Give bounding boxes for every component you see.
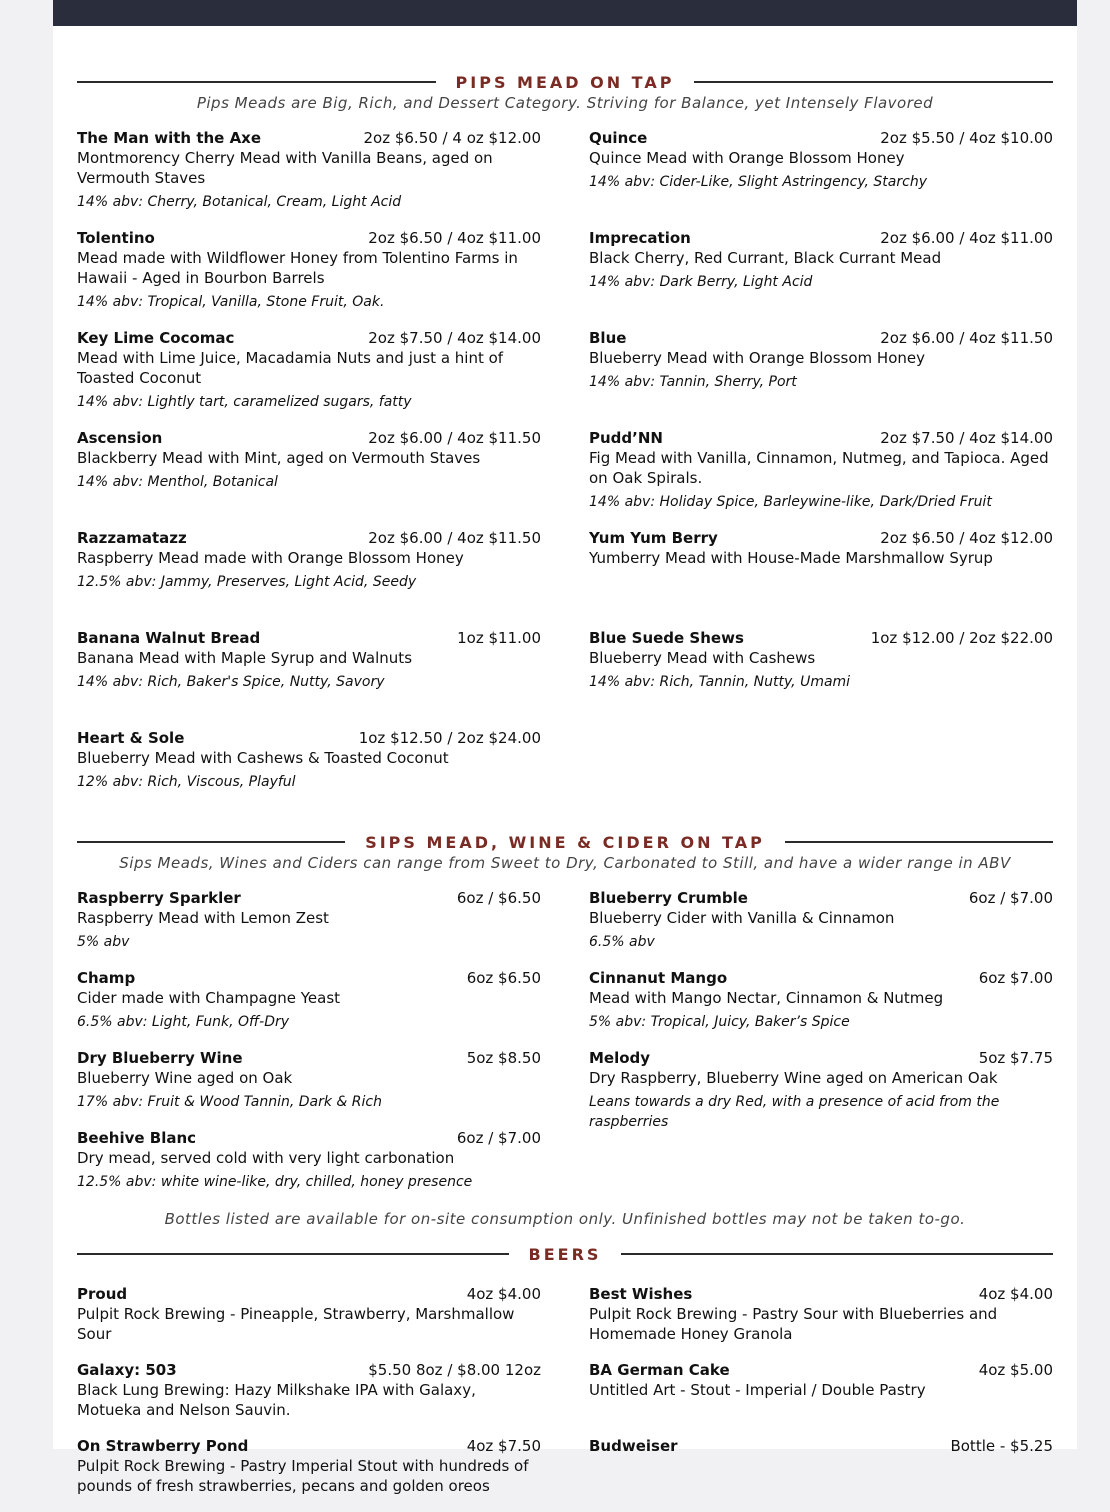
menu-item-tasting-notes: 14% abv: Rich, Tannin, Nutty, Umami: [589, 674, 851, 690]
section-title: SIPS MEAD, WINE & CIDER ON TAP: [365, 832, 765, 852]
menu-item-header: [589, 1048, 1053, 1068]
sips-right-column: [589, 888, 1053, 1208]
menu-item: [77, 1128, 541, 1192]
menu-item-description: Cider made with Champagne Yeast: [77, 989, 341, 1007]
menu-item-description: Black Lung Brewing: Hazy Milkshake IPA with Galaxy, Motueka and Nelson Sauvin.: [77, 1381, 476, 1419]
section-subtitle: Pips Meads are Big, Rich, and Dessert Category. Striving for Balance, yet Intensely Flavored: [196, 94, 934, 112]
sips-menu-grid: [77, 888, 1053, 1208]
menu-item-tasting-notes: 14% abv: Cherry, Botanical, Cream, Light Acid: [77, 194, 402, 210]
menu-item-header: [589, 968, 1053, 988]
menu-item-header: [77, 1048, 541, 1068]
menu-item: [77, 728, 541, 812]
menu-item-tasting-notes: Leans towards a dry Red, with a presence of acid from the raspberries: [589, 1094, 1000, 1130]
menu-item-price: 2oz $6.00 / 4oz $11.00: [880, 229, 1053, 247]
menu-item-header: [589, 228, 1053, 248]
pips-section-header: [77, 68, 1053, 96]
menu-item-description: Mead made with Wildflower Honey from Tolentino Farms in Hawaii - Aged in Bourbon Barrels: [77, 249, 518, 287]
menu-item: [589, 968, 1053, 1032]
menu-item-price: 4oz $4.00: [466, 1285, 541, 1303]
menu-item: [589, 328, 1053, 412]
menu-item-description: Untitled Art - Stout - Imperial / Double Pastry: [589, 1381, 926, 1399]
menu-item: [77, 228, 541, 312]
menu-item-price: 4oz $7.50: [466, 1437, 541, 1455]
menu-item-price: 5oz $7.75: [978, 1049, 1053, 1067]
menu-item-name: Champ: [77, 969, 136, 987]
menu-item-name: The Man with the Axe: [77, 129, 262, 147]
menu-item-description: Black Cherry, Red Currant, Black Currant Mead: [589, 249, 942, 267]
menu-item-header: [77, 1284, 541, 1304]
menu-item-price: 1oz $11.00: [457, 629, 541, 647]
menu-item-description: Blueberry Mead with Cashews: [589, 649, 816, 667]
menu-item-price: 4oz $5.00: [978, 1361, 1053, 1379]
menu-item-header: [77, 228, 541, 248]
bottles-footnote: Bottles listed are available for on-site consumption only. Unfinished bottles may not be taken to-go.: [164, 1210, 966, 1228]
pips-menu-grid: [77, 128, 1053, 828]
menu-item-description: Mead with Mango Nectar, Cinnamon & Nutmeg: [589, 989, 944, 1007]
menu-item: [77, 968, 541, 1032]
menu-item-name: Blue: [589, 329, 627, 347]
menu-item-tasting-notes: 5% abv: Tropical, Juicy, Baker’s Spice: [589, 1014, 850, 1030]
menu-item-price: 6oz / $7.00: [968, 889, 1053, 907]
menu-item-name: Quince: [589, 129, 648, 147]
menu-item-tasting-notes: 14% abv: Holiday Spice, Barleywine-like, Dark/Dried Fruit: [589, 494, 992, 510]
menu-item-tasting-notes: 17% abv: Fruit & Wood Tannin, Dark & Rich: [77, 1094, 382, 1110]
menu-item-name: Budweiser: [589, 1437, 678, 1455]
menu-content: [77, 68, 1053, 1512]
menu-item: [589, 228, 1053, 312]
menu-item-price: 2oz $5.50 / 4oz $10.00: [880, 129, 1053, 147]
menu-item: [77, 888, 541, 952]
menu-item-price: 2oz $7.50 / 4oz $14.00: [368, 329, 541, 347]
menu-item-header: [77, 1360, 541, 1380]
menu-item: [77, 328, 541, 412]
menu-item-price: 6oz $7.00: [978, 969, 1053, 987]
menu-item-tasting-notes: 12.5% abv: Jammy, Preserves, Light Acid, Seedy: [77, 574, 417, 590]
menu-item-name: Melody: [589, 1049, 651, 1067]
menu-item-price: Bottle - $5.25: [950, 1437, 1053, 1455]
menu-item-description: Pulpit Rock Brewing - Pastry Imperial Stout with hundreds of pounds of fresh strawberries, pecans and golden oreos: [77, 1457, 529, 1495]
beers-menu-grid: [77, 1284, 1053, 1512]
beers-left-column: [77, 1284, 541, 1512]
menu-item-name: Heart & Sole: [77, 729, 185, 747]
menu-item-description: Blueberry Cider with Vanilla & Cinnamon: [589, 909, 895, 927]
menu-item-price: 2oz $6.50 / 4oz $11.00: [368, 229, 541, 247]
menu-item: [589, 888, 1053, 952]
menu-item-price: 2oz $6.00 / 4oz $11.50: [368, 429, 541, 447]
menu-item-price: 6oz / $7.00: [456, 1129, 541, 1147]
menu-item: [77, 128, 541, 212]
section-title: PIPS MEAD ON TAP: [455, 72, 675, 92]
menu-item-price: 2oz $7.50 / 4oz $14.00: [880, 429, 1053, 447]
divider: [694, 81, 1053, 83]
menu-item-header: [77, 888, 541, 908]
pips-left-column: [77, 128, 541, 828]
menu-item-price: 6oz / $6.50: [456, 889, 541, 907]
menu-item-name: Tolentino: [77, 229, 155, 247]
menu-item-header: [589, 128, 1053, 148]
menu-item-header: [589, 1284, 1053, 1304]
menu-item: [589, 1048, 1053, 1130]
menu-item-tasting-notes: 6.5% abv: [589, 934, 655, 950]
menu-item: [589, 128, 1053, 212]
menu-item-header: [589, 628, 1053, 648]
menu-item-name: Banana Walnut Bread: [77, 629, 261, 647]
menu-item-header: [589, 428, 1053, 448]
menu-item-tasting-notes: 14% abv: Lightly tart, caramelized sugars, fatty: [77, 394, 412, 410]
menu-item-header: [77, 628, 541, 648]
menu-item-name: Raspberry Sparkler: [77, 889, 241, 907]
menu-item-name: Blue Suede Shews: [589, 629, 744, 647]
menu-item-header: [77, 968, 541, 988]
menu-item-tasting-notes: 14% abv: Tropical, Vanilla, Stone Fruit, Oak.: [77, 294, 385, 310]
menu-item-price: 4oz $4.00: [978, 1285, 1053, 1303]
menu-item-description: Yumberry Mead with House-Made Marshmallow Syrup: [589, 549, 993, 567]
menu-item: [77, 528, 541, 612]
menu-item-description: Fig Mead with Vanilla, Cinnamon, Nutmeg, and Tapioca. Aged on Oak Spirals.: [589, 449, 1049, 487]
menu-item-header: [589, 1360, 1053, 1380]
menu-item-name: Yum Yum Berry: [589, 529, 718, 547]
menu-item-tasting-notes: 14% abv: Tannin, Sherry, Port: [589, 374, 797, 390]
menu-item-tasting-notes: 14% abv: Rich, Baker's Spice, Nutty, Savory: [77, 674, 385, 690]
menu-item-name: Galaxy: 503: [77, 1361, 177, 1379]
menu-item-tasting-notes: 12% abv: Rich, Viscous, Playful: [77, 774, 296, 790]
menu-item: [77, 428, 541, 512]
menu-item-name: Cinnanut Mango: [589, 969, 728, 987]
section-title: BEERS: [528, 1244, 602, 1264]
menu-item-description: Mead with Lime Juice, Macadamia Nuts and just a hint of Toasted Coconut: [77, 349, 504, 387]
menu-item-header: [77, 1128, 541, 1148]
sips-left-column: [77, 888, 541, 1208]
menu-item-name: Dry Blueberry Wine: [77, 1049, 243, 1067]
menu-item-tasting-notes: 12.5% abv: white wine-like, dry, chilled, honey presence: [77, 1174, 473, 1190]
menu-item-tasting-notes: 14% abv: Menthol, Botanical: [77, 474, 278, 490]
menu-item-price: 2oz $6.00 / 4oz $11.50: [368, 529, 541, 547]
menu-item-name: Pudd’NN: [589, 429, 663, 447]
divider: [785, 841, 1053, 843]
menu-item: [589, 528, 1053, 612]
menu-item: [589, 1360, 1053, 1420]
menu-item-header: [589, 328, 1053, 348]
menu-item-description: Blueberry Wine aged on Oak: [77, 1069, 293, 1087]
menu-item-tasting-notes: 14% abv: Cider-Like, Slight Astringency, Starchy: [589, 174, 927, 190]
menu-item-header: [77, 428, 541, 448]
beers-section-header: [77, 1240, 1053, 1268]
menu-item-description: Blueberry Mead with Orange Blossom Honey: [589, 349, 925, 367]
menu-item-description: Raspberry Mead with Lemon Zest: [77, 909, 329, 927]
menu-item-header: [589, 888, 1053, 908]
menu-item-description: Blueberry Mead with Cashews & Toasted Coconut: [77, 749, 449, 767]
menu-item-description: Pulpit Rock Brewing - Pastry Sour with Blueberries and Homemade Honey Granola: [589, 1305, 998, 1343]
menu-item: [77, 1284, 541, 1344]
menu-item: [77, 1360, 541, 1420]
menu-item-header: [77, 128, 541, 148]
menu-item-price: 2oz $6.00 / 4oz $11.50: [880, 329, 1053, 347]
menu-item: [589, 428, 1053, 512]
menu-item-header: [77, 328, 541, 348]
menu-item-name: Razzamatazz: [77, 529, 187, 547]
menu-item-description: Banana Mead with Maple Syrup and Walnuts: [77, 649, 413, 667]
menu-item-price: 1oz $12.00 / 2oz $22.00: [870, 629, 1053, 647]
menu-item-tasting-notes: 5% abv: [77, 934, 130, 950]
menu-item-name: Best Wishes: [589, 1285, 693, 1303]
menu-item-name: Beehive Blanc: [77, 1129, 197, 1147]
menu-item-name: Key Lime Cocomac: [77, 329, 235, 347]
menu-item-description: Dry mead, served cold with very light carbonation: [77, 1149, 455, 1167]
divider: [77, 81, 436, 83]
menu-item-name: On Strawberry Pond: [77, 1437, 249, 1455]
menu-item-description: Montmorency Cherry Mead with Vanilla Beans, aged on Vermouth Staves: [77, 149, 493, 187]
menu-item-description: Raspberry Mead made with Orange Blossom Honey: [77, 549, 464, 567]
menu-item-name: Ascension: [77, 429, 163, 447]
divider: [77, 841, 345, 843]
menu-item-description: Pulpit Rock Brewing - Pineapple, Strawberry, Marshmallow Sour: [77, 1305, 515, 1343]
menu-item-price: $5.50 8oz / $8.00 12oz: [368, 1361, 541, 1379]
sips-section-header: [77, 828, 1053, 856]
menu-item: [77, 628, 541, 712]
menu-item-header: [589, 1436, 1053, 1456]
menu-item-header: [77, 1436, 541, 1456]
menu-item: [589, 1436, 1053, 1496]
menu-item: [589, 628, 1053, 712]
menu-page: [53, 0, 1077, 1495]
menu-item-description: Quince Mead with Orange Blossom Honey: [589, 149, 905, 167]
menu-item-header: [77, 728, 541, 748]
menu-item-name: Proud: [77, 1285, 128, 1303]
divider: [621, 1253, 1053, 1255]
menu-item-name: Imprecation: [589, 229, 691, 247]
menu-item-description: Blackberry Mead with Mint, aged on Vermouth Staves: [77, 449, 481, 467]
section-subtitle: Sips Meads, Wines and Ciders can range from Sweet to Dry, Carbonated to Still, and have a wider range in ABV: [119, 854, 1011, 872]
menu-item-tasting-notes: 6.5% abv: Light, Funk, Off-Dry: [77, 1014, 290, 1030]
menu-item-price: 2oz $6.50 / 4oz $12.00: [880, 529, 1053, 547]
pips-right-column: [589, 128, 1053, 828]
menu-item: [77, 1436, 541, 1496]
top-header-bar: [53, 0, 1077, 26]
divider: [77, 1253, 509, 1255]
menu-item-price: 2oz $6.50 / 4 oz $12.00: [363, 129, 541, 147]
menu-item-header: [77, 528, 541, 548]
menu-item-header: [589, 528, 1053, 548]
menu-item-tasting-notes: 14% abv: Dark Berry, Light Acid: [589, 274, 813, 290]
menu-item: [589, 1284, 1053, 1344]
menu-item-price: 5oz $8.50: [466, 1049, 541, 1067]
menu-item-description: Dry Raspberry, Blueberry Wine aged on American Oak: [589, 1069, 998, 1087]
beers-right-column: [589, 1284, 1053, 1512]
menu-item-price: 1oz $12.50 / 2oz $24.00: [358, 729, 541, 747]
menu-item: [77, 1048, 541, 1112]
menu-item-price: 6oz $6.50: [466, 969, 541, 987]
menu-item-name: Blueberry Crumble: [589, 889, 748, 907]
menu-item-name: BA German Cake: [589, 1361, 730, 1379]
